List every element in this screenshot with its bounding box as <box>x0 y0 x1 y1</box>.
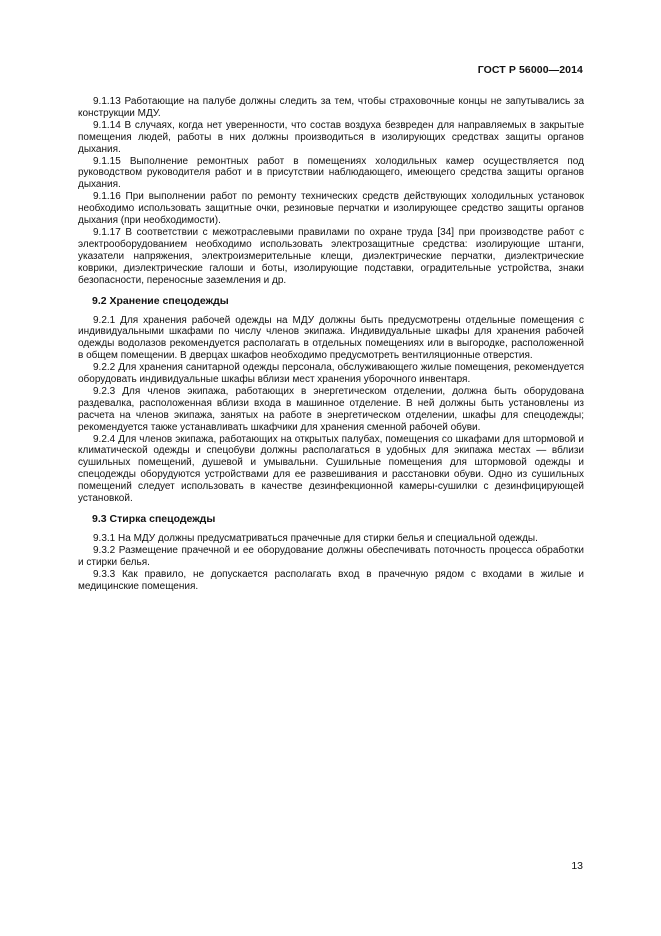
paragraph-9-1-13: 9.1.13 Работающие на палубе должны следить за тем, чтобы страховочные концы не запутывались за конструкции МДУ. <box>78 96 584 119</box>
document-header: ГОСТ Р 56000—2014 <box>477 64 583 76</box>
paragraph-9-2-3: 9.2.3 Для членов экипажа, работающих в энергетическом отделении, должна быть оборудована раздевалка, расположенная вблизи входа в машинное отделение. В ней должны быть установлены из расчета на членов экипажа, занятых на работе в энергетическом отделении, шкафы для спецодежды; рекомендуется также устанавливать шкафчики для хранения сменной рабочей обуви. <box>78 385 584 433</box>
paragraph-9-2-4: 9.2.4 Для членов экипажа, работающих на открытых палубах, помещения со шкафами для штормовой и климатической одежды и спецобуви должны располагаться в удобных для экипажа местах — вблизи сушильных помещений, душевой и умывальни. Сушильные помещения для штормовой одежды и спецодежды оборудуются устройствами для ее развешивания и расстановки обуви. Одно из сушильных помещений следует использовать в качестве дезинфекционной камеры-сушилки с дезинфицирующей установкой. <box>78 433 584 505</box>
paragraph-9-1-14: 9.1.14 В случаях, когда нет уверенности, что состав воздуха безвреден для направляемых в закрытые помещения людей, работы в них должны производиться в изолирующих средствах защиты органов дыхания. <box>78 119 584 155</box>
paragraph-9-1-17: 9.1.17 В соответствии с межотраслевыми правилами по охране труда [34] при производстве работ с электрооборудованием необходимо использовать электрозащитные средства: изолирующие штанги, указатели напряжения, электроизмерительные клещи, диэлектрические перчатки, диэлектрические коврики, диэлектрические галоши и боты, изолирующие подставки, оградительные устройства, знаки безопасности, переносные заземления и др. <box>78 226 584 286</box>
section-title-9-2: 9.2 Хранение спецодежды <box>92 294 229 307</box>
paragraph-9-2-1: 9.2.1 Для хранения рабочей одежды на МДУ должны быть предусмотрены отдельные помещения с индивидуальными шкафами по числу членов экипажа. Индивидуальные шкафы для хранения рабочей одежды водолазов рекомендуется располагать в отдельных помещениях или в выгородке, расположенной в общем помещении. В дверцах шкафов необходимо предусмотреть вентиляционные отверстия. <box>78 314 584 362</box>
paragraph-9-1-15: 9.1.15 Выполнение ремонтных работ в помещениях холодильных камер осуществляется под руководством руководителя работ и в присутствии наблюдающего, имеющего средства защиты органов дыхания. <box>78 155 584 191</box>
paragraph-9-3-3: 9.3.3 Как правило, не допускается располагать вход в прачечную рядом с входами в жилые и медицинские помещения. <box>78 568 584 592</box>
section-title-9-3: 9.3 Стирка спецодежды <box>92 513 216 525</box>
paragraph-9-3-2: 9.3.2 Размещение прачечной и ее оборудование должны обеспечивать поточность процесса обработки и стирки белья. <box>78 544 584 568</box>
page-number: 13 <box>571 860 583 872</box>
paragraph-9-1-16: 9.1.16 При выполнении работ по ремонту технических средств действующих холодильных установок необходимо использовать защитные очки, резиновые перчатки и изолирующее средство защиты органов дыхания (при необходимости). <box>78 191 584 227</box>
paragraph-9-2-2: 9.2.2 Для хранения санитарной одежды персонала, обслуживающего жилые помещения, рекомендуется оборудовать индивидуальные шкафы вблизи мест хранения уборочного инвентаря. <box>78 362 584 386</box>
page-content <box>78 96 584 593</box>
paragraph-9-3-1: 9.3.1 На МДУ должны предусматриваться прачечные для стирки белья и специальной одежды. <box>93 533 538 544</box>
